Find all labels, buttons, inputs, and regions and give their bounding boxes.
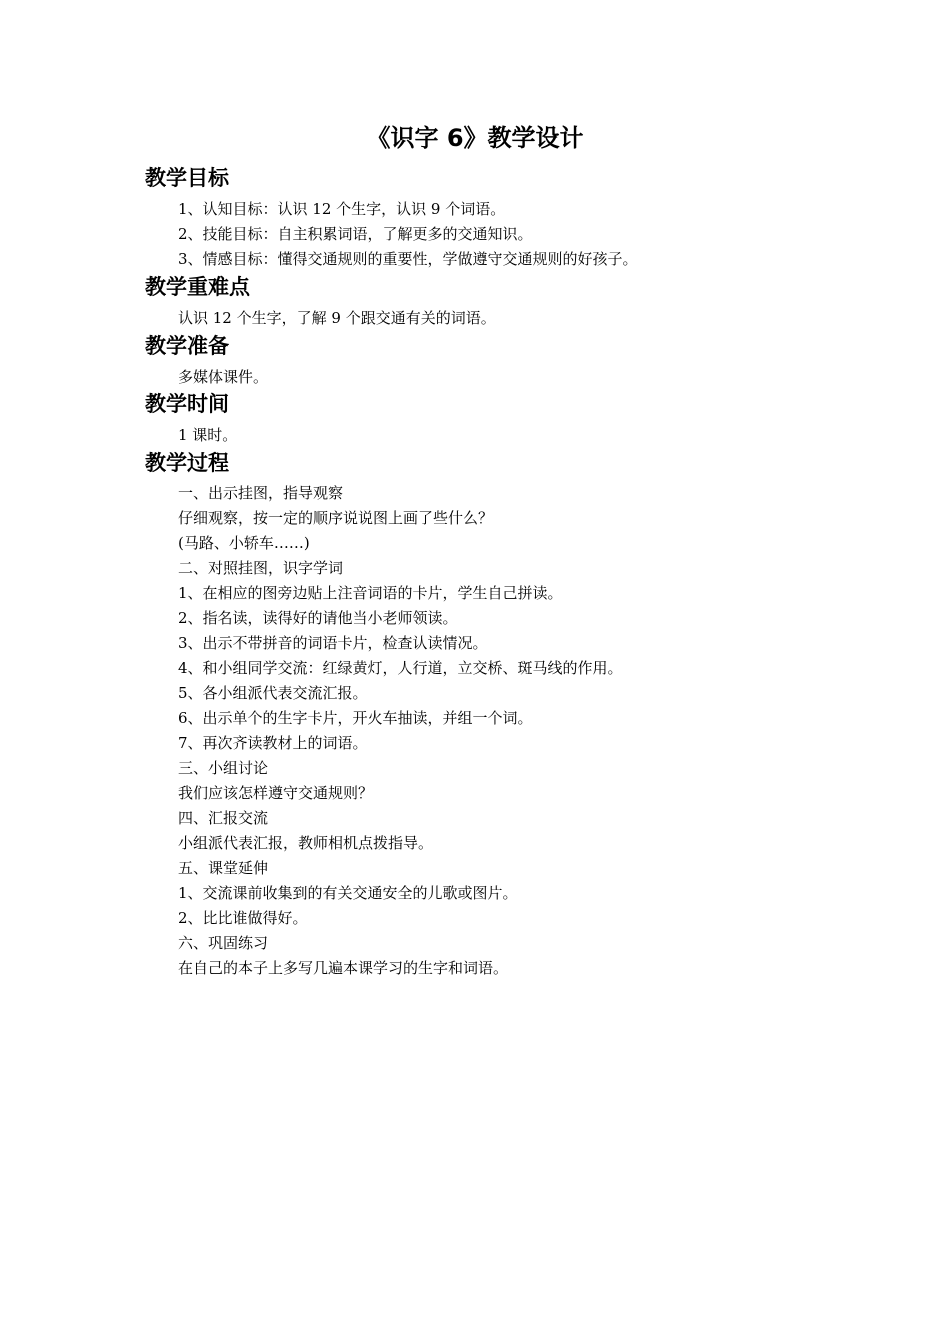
paragraph-line: 3、情感目标：懂得交通规则的重要性，学做遵守交通规则的好孩子。 bbox=[178, 250, 638, 268]
paragraph-line: 1、认知目标：认识 12 个生字，认识 9 个词语。 bbox=[178, 200, 506, 218]
section-heading: 教学重难点 bbox=[145, 275, 250, 299]
section-heading: 教学准备 bbox=[145, 334, 229, 358]
paragraph-line: 3、出示不带拼音的词语卡片，检查认读情况。 bbox=[178, 634, 488, 652]
section-heading: 教学过程 bbox=[145, 451, 229, 475]
paragraph-line: 多媒体课件。 bbox=[178, 368, 269, 386]
paragraph-line: 四、汇报交流 bbox=[178, 809, 269, 827]
paragraph-line: 二、对照挂图，识字学词 bbox=[178, 559, 344, 577]
paragraph-line: 一、出示挂图，指导观察 bbox=[178, 484, 344, 502]
paragraph-line: 2、技能目标：自主积累词语，了解更多的交通知识。 bbox=[178, 225, 533, 243]
paragraph-line: 在自己的本子上多写几遍本课学习的生字和词语。 bbox=[178, 959, 509, 977]
paragraph-line: 三、小组讨论 bbox=[178, 759, 269, 777]
paragraph-line: 认识 12 个生字，了解 9 个跟交通有关的词语。 bbox=[178, 309, 496, 327]
paragraph-line: 2、比比谁做得好。 bbox=[178, 909, 308, 927]
paragraph-line: 仔细观察，按一定的顺序说说图上画了些什么？ bbox=[178, 509, 494, 527]
document-title: 《识字 6》教学设计 bbox=[366, 124, 584, 152]
paragraph-line: 6、出示单个的生字卡片，开火车抽读，并组一个词。 bbox=[178, 709, 533, 727]
paragraph-line: 5、各小组派代表交流汇报。 bbox=[178, 684, 368, 702]
paragraph-line: (马路、小轿车……) bbox=[178, 534, 310, 552]
paragraph-line: 小组派代表汇报，教师相机点拨指导。 bbox=[178, 834, 434, 852]
paragraph-line: 1、交流课前收集到的有关交通安全的儿歌或图片。 bbox=[178, 884, 518, 902]
paragraph-line: 六、巩固练习 bbox=[178, 934, 269, 952]
paragraph-line: 我们应该怎样遵守交通规则？ bbox=[178, 784, 374, 802]
paragraph-line: 4、和小组同学交流：红绿黄灯，人行道，立交桥、斑马线的作用。 bbox=[178, 659, 623, 677]
section-heading: 教学目标 bbox=[145, 166, 229, 190]
paragraph-line: 五、课堂延伸 bbox=[178, 859, 269, 877]
paragraph-line: 7、再次齐读教材上的词语。 bbox=[178, 734, 368, 752]
section-heading: 教学时间 bbox=[145, 392, 229, 416]
paragraph-line: 1、在相应的图旁边贴上注音词语的卡片，学生自己拼读。 bbox=[178, 584, 563, 602]
paragraph-line: 1 课时。 bbox=[178, 426, 238, 444]
paragraph-line: 2、指名读，读得好的请他当小老师领读。 bbox=[178, 609, 458, 627]
